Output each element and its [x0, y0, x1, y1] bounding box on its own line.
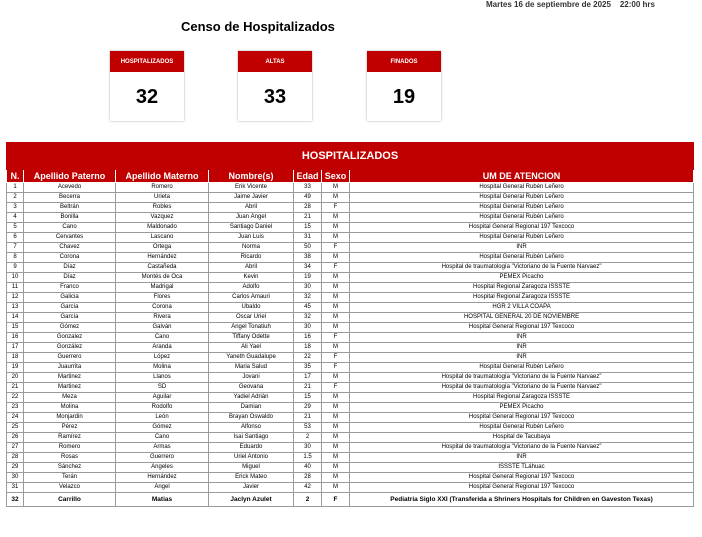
card-label: HOSPITALIZADOS	[110, 51, 184, 72]
table-cell: García	[24, 313, 116, 323]
table-cell: Kevin	[209, 273, 294, 283]
table-cell: Hospital de traumatología "Victoriano de la Fuente Narvaez"	[350, 263, 694, 273]
table-cell: 19	[294, 273, 322, 283]
table-cell: Abril	[209, 203, 294, 213]
table-cell: Oscar Uriel	[209, 313, 294, 323]
table-cell: 20	[7, 373, 24, 383]
table-cell: M	[322, 373, 350, 383]
table-row	[7, 313, 694, 323]
table-cell: Hospital Regional Zaragoza ISSSTE	[350, 283, 694, 293]
table-cell: Miguel	[209, 463, 294, 473]
table-cell: Terán	[24, 473, 116, 483]
table-cell: M	[322, 483, 350, 493]
table-cell: PEMEX Picacho	[350, 403, 694, 413]
table-row	[7, 293, 694, 303]
table-row	[7, 283, 694, 293]
table-cell: 14	[7, 313, 24, 323]
table-row	[7, 253, 694, 263]
table-cell: Erik Vicente	[209, 183, 294, 193]
table-row	[7, 413, 694, 423]
table-cell: PEMEX Picacho	[350, 273, 694, 283]
table-row	[7, 483, 694, 493]
table-row	[7, 423, 694, 433]
table-cell: 19	[7, 363, 24, 373]
table-row	[7, 203, 694, 213]
table-cell: 22	[294, 353, 322, 363]
page-title: Censo de Hospitalizados	[181, 19, 335, 34]
table-row	[7, 233, 694, 243]
table-row	[7, 333, 694, 343]
table-banner: HOSPITALIZADOS	[7, 143, 694, 170]
table-cell: 49	[294, 193, 322, 203]
table-row	[7, 223, 694, 233]
table-cell: Galicia	[24, 293, 116, 303]
table-cell: M	[322, 213, 350, 223]
table-cell: Matias	[116, 493, 209, 507]
table-cell: Juan Luis	[209, 233, 294, 243]
table-cell: F	[322, 243, 350, 253]
table-cell: 26	[7, 433, 24, 443]
table-row	[7, 263, 694, 273]
table-cell: 28	[294, 203, 322, 213]
table-cell: 21	[7, 383, 24, 393]
altas-card	[238, 51, 312, 121]
table-cell: Abril	[209, 263, 294, 273]
table-cell: 5	[7, 223, 24, 233]
report-date: Martes 16 de septiembre de 2025	[486, 0, 611, 9]
table-cell: 6	[7, 233, 24, 243]
hospitalizados-card	[110, 51, 184, 121]
card-value: 33	[263, 86, 287, 108]
table-cell: 4	[7, 213, 24, 223]
table-cell: 11	[7, 283, 24, 293]
table-cell: Hospital General Regional 197 Texcoco	[350, 413, 694, 423]
table-cell: Maria Salud	[209, 363, 294, 373]
table-cell: Hospital General Rubén Leñero	[350, 183, 694, 193]
table-cell: 10	[7, 273, 24, 283]
table-cell: M	[322, 393, 350, 403]
table-cell: 2	[294, 493, 322, 507]
table-cell: León	[116, 413, 209, 423]
table-cell: 25	[7, 423, 24, 433]
table-cell: F	[322, 353, 350, 363]
table-cell: Cervantes	[24, 233, 116, 243]
table-cell: 34	[294, 263, 322, 273]
table-cell: 2	[294, 433, 322, 443]
table-cell: Geovana	[209, 383, 294, 393]
table-cell: Damian	[209, 403, 294, 413]
table-cell: Rodolfo	[116, 403, 209, 413]
table-row	[7, 493, 694, 507]
table-cell: Juaurrita	[24, 363, 116, 373]
table-cell: Pérez	[24, 423, 116, 433]
table-cell: Guerrero	[116, 453, 209, 463]
table-cell: M	[322, 423, 350, 433]
table-cell: Hospital de Tacubaya	[350, 433, 694, 443]
column-header: N.	[7, 170, 24, 183]
table-cell: Gonzalez	[24, 333, 116, 343]
table-cell: 17	[7, 343, 24, 353]
table-cell: 3	[7, 203, 24, 213]
table-cell: 24	[7, 413, 24, 423]
table-cell: M	[322, 473, 350, 483]
card-label: ALTAS	[238, 51, 312, 72]
table-cell: 21	[294, 383, 322, 393]
table-row	[7, 393, 694, 403]
table-cell: Hospital General Rubén Leñero	[350, 253, 694, 263]
table-cell: 12	[7, 293, 24, 303]
table-row	[7, 353, 694, 363]
table-cell: Acevedo	[24, 183, 116, 193]
table-cell: 28	[294, 473, 322, 483]
table-cell: 22	[7, 393, 24, 403]
table-cell: 32	[294, 293, 322, 303]
table-cell: Alfonso	[209, 423, 294, 433]
table-cell: F	[322, 493, 350, 507]
card-value: 32	[135, 86, 159, 108]
table-cell: Jovani	[209, 373, 294, 383]
table-cell: M	[322, 323, 350, 333]
table-cell: Carrillo	[24, 493, 116, 507]
table-cell: Lascano	[116, 233, 209, 243]
table-cell: Hospital Regional Zaragoza ISSSTE	[350, 393, 694, 403]
table-cell: Hospital General Rubén Leñero	[350, 213, 694, 223]
table-cell: Ubaldo	[209, 303, 294, 313]
table-cell: Juan Ángel	[209, 213, 294, 223]
table-cell: Hospital de traumatología "Victoriano de la Fuente Narvaez"	[350, 383, 694, 393]
column-header: Apellido Materno	[116, 170, 209, 183]
table-cell: Gómez	[24, 323, 116, 333]
table-row	[7, 183, 694, 193]
table-cell: Guerrero	[24, 353, 116, 363]
table-cell: Hospital de traumatología "Victoriano de la Fuente Narvaez"	[350, 373, 694, 383]
table-cell: 16	[7, 333, 24, 343]
hospitalized-table	[6, 142, 693, 507]
table-cell: Hospital General Rubén Leñero	[350, 363, 694, 373]
table-cell: Martinez	[24, 373, 116, 383]
table-cell: Erick Mateo	[209, 473, 294, 483]
table-cell: SD	[116, 383, 209, 393]
table-row	[7, 443, 694, 453]
table-cell: Romero	[116, 183, 209, 193]
table-cell: Isai Santiago	[209, 433, 294, 443]
table-cell: Eduardo	[209, 443, 294, 453]
table-cell: Hernández	[116, 473, 209, 483]
table-row	[7, 373, 694, 383]
table-cell: 15	[7, 323, 24, 333]
table-cell: Galván	[116, 323, 209, 333]
table-cell: 29	[294, 403, 322, 413]
table-cell: García	[24, 303, 116, 313]
table-cell: M	[322, 293, 350, 303]
table-cell: INR	[350, 333, 694, 343]
table-cell: 21	[294, 213, 322, 223]
table-cell: 32	[294, 313, 322, 323]
table-cell: 38	[294, 253, 322, 263]
table-cell: Romero	[24, 443, 116, 453]
table-cell: Beltrán	[24, 203, 116, 213]
table-cell: M	[322, 283, 350, 293]
table-cell: Martinez	[24, 383, 116, 393]
table-cell: 40	[294, 463, 322, 473]
table-cell: 45	[294, 303, 322, 313]
table-row	[7, 193, 694, 203]
table-cell: 30	[294, 323, 322, 333]
table-cell: Hospital General Rubén Leñero	[350, 423, 694, 433]
table-cell: 27	[7, 443, 24, 453]
table-cell: F	[322, 363, 350, 373]
table-cell: M	[322, 443, 350, 453]
table-header-row	[7, 170, 694, 183]
table-cell: Yaneth Guadalupe	[209, 353, 294, 363]
table-cell: F	[322, 263, 350, 273]
table-cell: M	[322, 433, 350, 443]
table-cell: Vazquez	[116, 213, 209, 223]
table-cell: M	[322, 313, 350, 323]
table-cell: 53	[294, 423, 322, 433]
table-cell: Sánchez	[24, 463, 116, 473]
column-header: Edad	[294, 170, 322, 183]
table-cell: Hospital General Regional 197 Texcoco	[350, 223, 694, 233]
table-cell: Hospital General Regional 197 Texcoco	[350, 323, 694, 333]
table-body	[7, 183, 694, 507]
table-cell: Aranda	[116, 343, 209, 353]
table-cell: Madrigal	[116, 283, 209, 293]
table-cell: F	[322, 383, 350, 393]
table-cell: 30	[294, 283, 322, 293]
table-row	[7, 303, 694, 313]
table-cell: 9	[7, 263, 24, 273]
table-cell: Corona	[116, 303, 209, 313]
table-cell: M	[322, 403, 350, 413]
table-cell: 15	[294, 223, 322, 233]
table-cell: Gómez	[116, 423, 209, 433]
table-cell: Ali Yael	[209, 343, 294, 353]
table-cell: Monjardin	[24, 413, 116, 423]
table-cell: HOSPITAL GENERAL 20 DE NOVIEMBRE	[350, 313, 694, 323]
table-cell: Hospital General Regional 197 Texcoco	[350, 473, 694, 483]
table-cell: Santiago Daniel	[209, 223, 294, 233]
table-cell: M	[322, 223, 350, 233]
table-cell: Cano	[116, 333, 209, 343]
table-cell: Rosas	[24, 453, 116, 463]
table-cell: Molina	[24, 403, 116, 413]
table-cell: 18	[7, 353, 24, 363]
finados-card	[367, 51, 441, 121]
table-cell: M	[322, 303, 350, 313]
table-cell: Uriel Antonio	[209, 453, 294, 463]
table-row	[7, 453, 694, 463]
table-cell: Angeles	[116, 463, 209, 473]
column-header: Sexo	[322, 170, 350, 183]
table-row	[7, 473, 694, 483]
table-cell: 17	[294, 373, 322, 383]
table-row	[7, 243, 694, 253]
table-cell: INR	[350, 243, 694, 253]
table-cell: Hospital de traumatología "Victoriano de la Fuente Narvaez"	[350, 443, 694, 453]
table-cell: 13	[7, 303, 24, 313]
table-cell: INR	[350, 453, 694, 463]
table-cell: M	[322, 463, 350, 473]
table-cell: Ramírez	[24, 433, 116, 443]
table-cell: Ricardo	[209, 253, 294, 263]
table-cell: 31	[294, 233, 322, 243]
report-datetime	[486, 0, 655, 9]
table-cell: Urieta	[116, 193, 209, 203]
table-cell: Meza	[24, 393, 116, 403]
table-cell: Díaz	[24, 273, 116, 283]
table-cell: 28	[7, 453, 24, 463]
table-cell: Corona	[24, 253, 116, 263]
table-cell: M	[322, 233, 350, 243]
table-cell: Javier	[209, 483, 294, 493]
table-cell: Yadiel Adrián	[209, 393, 294, 403]
table-cell: Montés de Oca	[116, 273, 209, 283]
table-cell: Llanos	[116, 373, 209, 383]
table-cell: M	[322, 343, 350, 353]
table-row	[7, 463, 694, 473]
table-cell: Bonilla	[24, 213, 116, 223]
table-cell: Molina	[116, 363, 209, 373]
table-cell: Díaz	[24, 263, 116, 273]
table-cell: Maldonado	[116, 223, 209, 233]
table-cell: 42	[294, 483, 322, 493]
table-row	[7, 323, 694, 333]
table-cell: 21	[294, 413, 322, 423]
table-row	[7, 433, 694, 443]
table-cell: 1.5	[294, 453, 322, 463]
table-row	[7, 363, 694, 373]
table-row	[7, 343, 694, 353]
table-cell: Hernández	[116, 253, 209, 263]
table-cell: Pediatria Siglo XXI (Transferida a Shriners Hospitals for Children en Gaveston Texas)	[350, 493, 694, 507]
report-time: 22:00 hrs	[619, 0, 655, 9]
table-cell: M	[322, 253, 350, 263]
table-cell: Carlos Amauri	[209, 293, 294, 303]
table-cell: F	[322, 203, 350, 213]
table-cell: 1	[7, 183, 24, 193]
table-cell: Flores	[116, 293, 209, 303]
table-cell: INR	[350, 343, 694, 353]
table-cell: M	[322, 453, 350, 463]
table-cell: 16	[294, 333, 322, 343]
table-cell: Norma	[209, 243, 294, 253]
table-cell: González	[24, 343, 116, 353]
table-cell: Cano	[24, 223, 116, 233]
table-cell: M	[322, 273, 350, 283]
table-cell: Chavez	[24, 243, 116, 253]
table-cell: 2	[7, 193, 24, 203]
card-label: FINADOS	[367, 51, 441, 72]
table-cell: 50	[294, 243, 322, 253]
table-cell: Hospital General Regional 197 Texcoco	[350, 483, 694, 493]
table-cell: Armas	[116, 443, 209, 453]
table-row	[7, 213, 694, 223]
table-cell: 35	[294, 363, 322, 373]
table-cell: 33	[294, 183, 322, 193]
table-cell: M	[322, 193, 350, 203]
table-cell: 31	[7, 483, 24, 493]
table-cell: ISSSTE TLáhuac	[350, 463, 694, 473]
table-cell: 30	[294, 443, 322, 453]
table-cell: Ortega	[116, 243, 209, 253]
card-value: 19	[392, 86, 416, 108]
table-cell: Robles	[116, 203, 209, 213]
table-cell: 15	[294, 393, 322, 403]
table-cell: Hospital General Rubén Leñero	[350, 193, 694, 203]
table-cell: Jaime Javier	[209, 193, 294, 203]
table-cell: Velazco	[24, 483, 116, 493]
table-cell: 8	[7, 253, 24, 263]
table-row	[7, 383, 694, 393]
table-cell: Aguilar	[116, 393, 209, 403]
table-cell: Tiffany Odette	[209, 333, 294, 343]
table-cell: Hospital General Rubén Leñero	[350, 233, 694, 243]
table-cell: Adolfo	[209, 283, 294, 293]
table-cell: Brayan Oswaldo	[209, 413, 294, 423]
table-cell: Jaclyn Azulet	[209, 493, 294, 507]
table-cell: Franco	[24, 283, 116, 293]
table-cell: López	[116, 353, 209, 363]
table-row	[7, 273, 694, 283]
table-cell: HGR 2 VILLA COAPA	[350, 303, 694, 313]
column-header: Nombre(s)	[209, 170, 294, 183]
table-cell: F	[322, 333, 350, 343]
table-cell: 32	[7, 493, 24, 507]
table-cell: 7	[7, 243, 24, 253]
table-cell: Hospital General Rubén Leñero	[350, 203, 694, 213]
column-header: UM DE ATENCION	[350, 170, 694, 183]
table-cell: Castañeda	[116, 263, 209, 273]
table-cell: Cano	[116, 433, 209, 443]
table-cell: M	[322, 183, 350, 193]
table-cell: Ángel	[116, 483, 209, 493]
table-cell: M	[322, 413, 350, 423]
table-cell: Becerra	[24, 193, 116, 203]
table-cell: 18	[294, 343, 322, 353]
table-cell: Hospital Regional Zaragoza ISSSTE	[350, 293, 694, 303]
table-row	[7, 403, 694, 413]
table-cell: 23	[7, 403, 24, 413]
column-header: Apellido Paterno	[24, 170, 116, 183]
table-cell: Rivera	[116, 313, 209, 323]
table-cell: 30	[7, 473, 24, 483]
table-cell: Ángel Tonatiuh	[209, 323, 294, 333]
table-cell: INR	[350, 353, 694, 363]
table-cell: 29	[7, 463, 24, 473]
